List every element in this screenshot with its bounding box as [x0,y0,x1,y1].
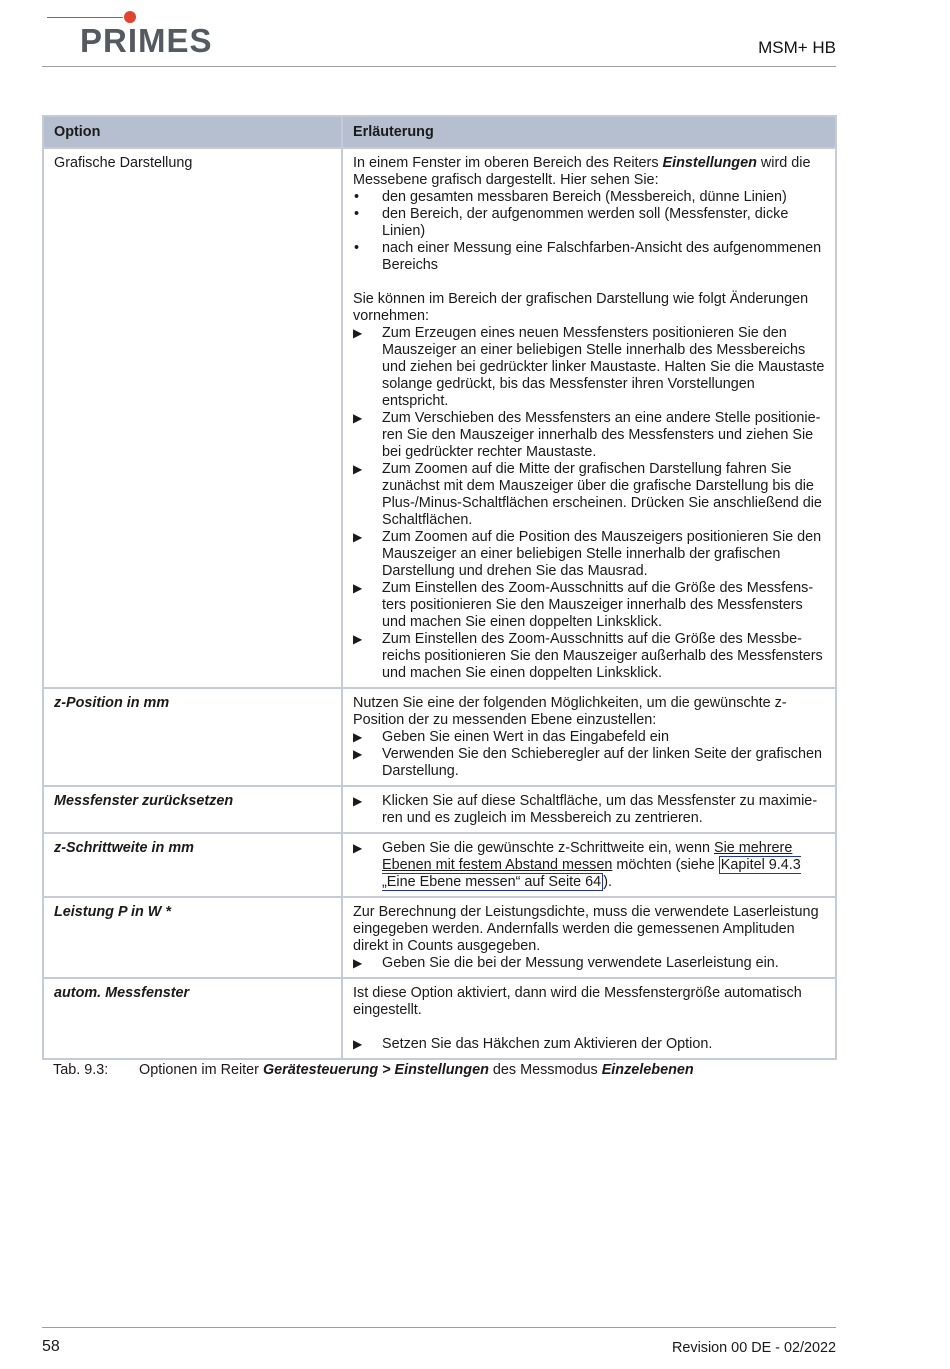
step-list [353,840,825,891]
table-row [43,148,836,688]
list-item: ▶ Klicken Sie auf diese Schaltfläche, um das Messfenster zu maximieren und es zugleich im Messbereich zu zentrieren. [353,793,825,827]
text-segment: möchten (siehe [612,857,719,873]
table-header-row [43,116,836,148]
paragraph: Zur Berechnung der Leistungsdichte, muss die verwendete Laserleistung eingegeben werden. Andernfalls werden die gemessenen Amplituden direkt in Counts ausgegeben. [353,904,819,954]
option-label: Leistung P in W * [54,904,171,920]
explanation-cell [342,833,836,897]
product-name: MSM+ HB [758,38,836,57]
text-segment: ). [603,874,612,890]
table-row [43,978,836,1059]
list-item: ▶ Geben Sie einen Wert in das Eingabefeld ein [353,729,825,746]
primes-logo: PRIMES [80,22,213,59]
table-row [43,833,836,897]
step-list [353,325,825,682]
logo-line [47,17,123,18]
page-header [0,0,950,70]
option-label: z-Position in mm [54,695,170,711]
caption-number: Tab. 9.3: [53,1062,109,1078]
text-emphasis: Einstellungen [662,155,757,171]
table-caption [53,1062,694,1078]
explanation-cell [342,897,836,978]
paragraph: Ist diese Option aktiviert, dann wird die Messfenstergröße automatisch eingestellt. [353,985,802,1018]
paragraph [353,155,825,189]
list-item: ▶ Verwenden Sie den Schieberegler auf der linken Seite der grafischen Darstellung. [353,746,825,780]
list-item: ▶ Zum Erzeugen eines neuen Messfensters positionieren Sie den Mauszeiger an einer beliebigen Stelle innerhalb des Messbereichs und ziehen bei gedrückter linker Maustaste. Halten Sie die Maustaste solange gedrückt, bis das Messfenster ihren Vorstellungen entspricht. [353,325,825,410]
explanation-cell [342,148,836,688]
step-list [353,1036,825,1053]
step-list [353,955,825,972]
option-label: Messfenster zurücksetzen [54,793,234,809]
list-item: • nach einer Messung eine Falschfarben-Ansicht des aufgenommenen Bereichs [353,240,825,274]
step-list [353,729,825,780]
explanation-cell [342,786,836,833]
list-item: ▶ Setzen Sie das Häkchen zum Aktivieren der Option. [353,1036,825,1053]
explanation-cell [342,978,836,1059]
chapter-link[interactable]: Kapitel 9.4.3 „Eine Ebene messen“ auf Seite 64 [382,857,801,890]
list-item: ▶ Zum Einstellen des Zoom-Ausschnitts auf die Größe des Messbereichs positionieren Sie den Mauszeiger außerhalb des Messfensters und machen Sie einen doppelten Linksklick. [353,631,825,682]
column-header-option: Option [43,116,342,148]
revision-label: Revision 00 DE - 02/2022 [672,1340,836,1356]
option-label: autom. Messfenster [54,985,190,1001]
paragraph: Nutzen Sie eine der folgenden Möglichkeiten, um die gewünschte z-Position der zu messenden Ebene einzustellen: [353,695,787,728]
options-table [42,115,837,1060]
list-item: ▶ Zum Einstellen des Zoom-Ausschnitts auf die Größe des Messfensters positionieren Sie den Mauszeiger innerhalb des Messfensters und machen Sie einen doppelten Linksklick. [353,580,825,631]
text-segment: des Messmodus [488,1062,602,1078]
text-segment: wird die Messebene grafisch dargestellt. Hier sehen Sie: [353,155,811,188]
text-segment: Optionen im Reiter [139,1062,263,1078]
column-header-explanation: Erläuterung [342,116,836,148]
paragraph: Sie können im Bereich der grafischen Darstellung wie folgt Änderungen vornehmen: [353,291,809,324]
table-row [43,688,836,786]
explanation-cell [342,688,836,786]
cross-reference-link[interactable]: Sie mehrere Ebenen mit festem Abstand messen [382,840,793,873]
step-list [353,793,825,827]
option-label: Grafische Darstellung [54,155,193,171]
option-label: z-Schrittweite in mm [54,840,194,856]
table-row [43,786,836,833]
page-number: 58 [42,1338,60,1355]
text-segment: In einem Fenster im oberen Bereich des Reiters [353,155,663,171]
bullet-list [353,189,825,274]
list-item [353,840,825,891]
list-item: • den Bereich, der aufgenommen werden soll (Messfenster, dicke Linien) [353,206,825,240]
list-item: ▶ Geben Sie die bei der Messung verwendete Laserleistung ein. [353,955,825,972]
list-item: • den gesamten messbaren Bereich (Messbereich, dünne Linien) [353,189,825,206]
text-segment: Geben Sie die gewünschte z-Schrittweite ein, wenn [382,840,714,856]
footer-divider [42,1327,836,1328]
list-item: ▶ Zum Zoomen auf die Position des Mauszeigers positionieren Sie den Mauszeiger an einer beliebigen Stelle innerhalb der grafischen Darstellung und drehen Sie das Mausrad. [353,529,825,580]
list-item: ▶ Zum Zoomen auf die Mitte der grafischen Darstellung fahren Sie zunächst mit dem Mauszeiger über die grafische Darstellung bis die Plus-/Minus-Schaltflächen erscheinen. Drücken Sie anschließend die Schaltflächen. [353,461,825,529]
table-row [43,897,836,978]
text-emphasis: Einzelebenen [601,1062,694,1078]
text-emphasis: Gerätesteuerung > Einstellungen [262,1062,489,1078]
list-item: ▶ Zum Verschieben des Messfensters an eine andere Stelle positionieren Sie den Mauszeiger innerhalb des Messfensters und ziehen Sie bei gedrückter rechter Maustaste. [353,410,825,461]
header-divider [42,66,836,67]
